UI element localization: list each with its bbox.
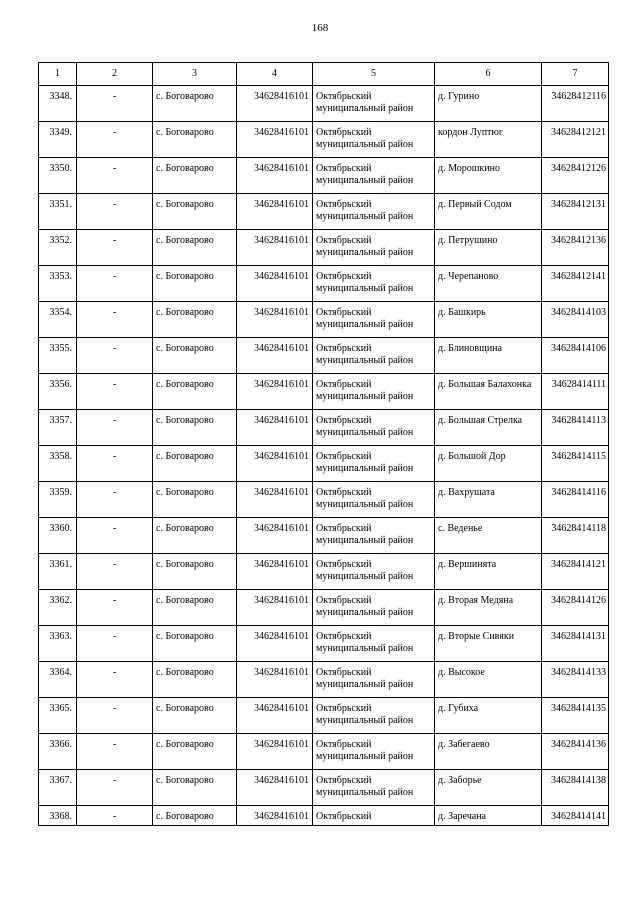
locality-code-cell: 34628414106 [542, 338, 609, 374]
settlement-code-cell: 34628416101 [237, 626, 313, 662]
settlement-cell: с. Боговарово [153, 158, 237, 194]
locality-code-cell: 34628412141 [542, 266, 609, 302]
settlement-cell: с. Боговарово [153, 734, 237, 770]
district-cell: Октябрьский муниципальный район [313, 482, 435, 518]
locality-cell: д. Морошкино [435, 158, 542, 194]
settlement-code-cell: 34628416101 [237, 266, 313, 302]
district-cell: Октябрьский муниципальный район [313, 266, 435, 302]
row-number: 3368. [39, 806, 77, 826]
district-cell: Октябрьский муниципальный район [313, 86, 435, 122]
row-number: 3348. [39, 86, 77, 122]
settlement-cell: с. Боговарово [153, 482, 237, 518]
row-number: 3364. [39, 662, 77, 698]
district-cell: Октябрьский муниципальный район [313, 230, 435, 266]
dash-cell: - [77, 122, 153, 158]
settlement-code-cell: 34628416101 [237, 482, 313, 518]
dash-cell: - [77, 338, 153, 374]
dash-cell: - [77, 554, 153, 590]
table-row [39, 86, 609, 122]
header-cell: 1 [39, 63, 77, 86]
settlement-cell: с. Боговарово [153, 122, 237, 158]
district-cell: Октябрьский муниципальный район [313, 734, 435, 770]
dash-cell: - [77, 374, 153, 410]
locality-code-cell: 34628414126 [542, 590, 609, 626]
settlement-cell: с. Боговарово [153, 266, 237, 302]
header-cell: 5 [313, 63, 435, 86]
table-row [39, 590, 609, 626]
dash-cell: - [77, 482, 153, 518]
settlement-code-cell: 34628416101 [237, 374, 313, 410]
dash-cell: - [77, 446, 153, 482]
settlement-cell: с. Боговарово [153, 194, 237, 230]
header-cell: 3 [153, 63, 237, 86]
district-cell: Октябрьский муниципальный район [313, 194, 435, 230]
table-row [39, 446, 609, 482]
settlement-cell: с. Боговарово [153, 806, 237, 826]
row-number: 3360. [39, 518, 77, 554]
locality-code-cell: 34628412131 [542, 194, 609, 230]
district-cell: Октябрьский муниципальный район [313, 554, 435, 590]
settlement-code-cell: 34628416101 [237, 662, 313, 698]
header-cell: 2 [77, 63, 153, 86]
locality-cell: д. Вторые Сивяки [435, 626, 542, 662]
table-row [39, 662, 609, 698]
district-cell: Октябрьский муниципальный район [313, 698, 435, 734]
locality-cell: д. Губиха [435, 698, 542, 734]
row-number: 3356. [39, 374, 77, 410]
settlement-cell: с. Боговарово [153, 374, 237, 410]
row-number: 3358. [39, 446, 77, 482]
district-cell: Октябрьский муниципальный район [313, 446, 435, 482]
locality-code-cell: 34628414141 [542, 806, 609, 826]
settlement-cell: с. Боговарово [153, 338, 237, 374]
settlement-cell: с. Боговарово [153, 554, 237, 590]
table-row [39, 698, 609, 734]
district-cell: Октябрьский муниципальный район [313, 122, 435, 158]
settlement-cell: с. Боговарово [153, 230, 237, 266]
settlement-code-cell: 34628416101 [237, 338, 313, 374]
header-row [39, 63, 609, 86]
district-cell: Октябрьский муниципальный район [313, 158, 435, 194]
row-number: 3365. [39, 698, 77, 734]
row-number: 3357. [39, 410, 77, 446]
locality-code-cell: 34628414121 [542, 554, 609, 590]
locality-code-cell: 34628414116 [542, 482, 609, 518]
locality-code-cell: 34628414103 [542, 302, 609, 338]
row-number: 3366. [39, 734, 77, 770]
locality-code-cell: 34628414111 [542, 374, 609, 410]
table-row [39, 230, 609, 266]
settlement-cell: с. Боговарово [153, 518, 237, 554]
settlement-code-cell: 34628416101 [237, 410, 313, 446]
locality-cell: д. Заборье [435, 770, 542, 806]
locality-cell: д. Первый Содом [435, 194, 542, 230]
locality-code-cell: 34628412126 [542, 158, 609, 194]
table-row [39, 770, 609, 806]
table-header [39, 63, 609, 86]
registry-table [38, 62, 609, 826]
dash-cell: - [77, 266, 153, 302]
locality-cell: д. Высокое [435, 662, 542, 698]
dash-cell: - [77, 770, 153, 806]
settlement-code-cell: 34628416101 [237, 554, 313, 590]
page-number: 168 [311, 22, 329, 34]
dash-cell: - [77, 410, 153, 446]
dash-cell: - [77, 734, 153, 770]
locality-cell: д. Вершинята [435, 554, 542, 590]
locality-code-cell: 34628414138 [542, 770, 609, 806]
locality-code-cell: 34628414131 [542, 626, 609, 662]
locality-cell: кордон Луптюг [435, 122, 542, 158]
dash-cell: - [77, 194, 153, 230]
settlement-code-cell: 34628416101 [237, 302, 313, 338]
table-row [39, 302, 609, 338]
settlement-cell: с. Боговарово [153, 446, 237, 482]
district-cell: Октябрьский [313, 806, 435, 826]
settlement-code-cell: 34628416101 [237, 194, 313, 230]
district-cell: Октябрьский муниципальный район [313, 518, 435, 554]
row-number: 3363. [39, 626, 77, 662]
row-number: 3352. [39, 230, 77, 266]
dash-cell: - [77, 86, 153, 122]
locality-code-cell: 34628412116 [542, 86, 609, 122]
table-row [39, 482, 609, 518]
district-cell: Октябрьский муниципальный район [313, 626, 435, 662]
header-cell: 4 [237, 63, 313, 86]
district-cell: Октябрьский муниципальный район [313, 338, 435, 374]
settlement-code-cell: 34628416101 [237, 518, 313, 554]
dash-cell: - [77, 302, 153, 338]
table-row [39, 410, 609, 446]
locality-cell: д. Вахрушата [435, 482, 542, 518]
table-row [39, 374, 609, 410]
dash-cell: - [77, 698, 153, 734]
settlement-cell: с. Боговарово [153, 626, 237, 662]
locality-cell: д. Большой Дор [435, 446, 542, 482]
locality-cell: д. Гурино [435, 86, 542, 122]
settlement-code-cell: 34628416101 [237, 770, 313, 806]
settlement-cell: с. Боговарово [153, 590, 237, 626]
header-cell: 6 [435, 63, 542, 86]
table-row [39, 266, 609, 302]
locality-cell: д. Черепаново [435, 266, 542, 302]
settlement-code-cell: 34628416101 [237, 590, 313, 626]
settlement-cell: с. Боговарово [153, 302, 237, 338]
settlement-cell: с. Боговарово [153, 770, 237, 806]
table-row [39, 554, 609, 590]
table-body [39, 86, 609, 826]
locality-cell: д. Вторая Медяна [435, 590, 542, 626]
locality-code-cell: 34628414135 [542, 698, 609, 734]
locality-cell: д. Большая Стрелка [435, 410, 542, 446]
locality-code-cell: 34628414113 [542, 410, 609, 446]
table-row [39, 122, 609, 158]
settlement-cell: с. Боговарово [153, 662, 237, 698]
locality-cell: д. Заречана [435, 806, 542, 826]
locality-cell: с. Веденье [435, 518, 542, 554]
table-row [39, 194, 609, 230]
table-row [39, 338, 609, 374]
settlement-code-cell: 34628416101 [237, 122, 313, 158]
settlement-code-cell: 34628416101 [237, 734, 313, 770]
locality-cell: д. Петрушино [435, 230, 542, 266]
row-number: 3361. [39, 554, 77, 590]
locality-cell: д. Забегаево [435, 734, 542, 770]
row-number: 3354. [39, 302, 77, 338]
row-number: 3362. [39, 590, 77, 626]
locality-code-cell: 34628414136 [542, 734, 609, 770]
row-number: 3353. [39, 266, 77, 302]
dash-cell: - [77, 662, 153, 698]
row-number: 3359. [39, 482, 77, 518]
district-cell: Октябрьский муниципальный район [313, 410, 435, 446]
table-row [39, 806, 609, 826]
district-cell: Октябрьский муниципальный район [313, 662, 435, 698]
settlement-code-cell: 34628416101 [237, 806, 313, 826]
settlement-code-cell: 34628416101 [237, 698, 313, 734]
row-number: 3367. [39, 770, 77, 806]
dash-cell: - [77, 806, 153, 826]
settlement-code-cell: 34628416101 [237, 86, 313, 122]
locality-code-cell: 34628414133 [542, 662, 609, 698]
settlement-code-cell: 34628416101 [237, 230, 313, 266]
locality-code-cell: 34628414115 [542, 446, 609, 482]
locality-code-cell: 34628412136 [542, 230, 609, 266]
row-number: 3355. [39, 338, 77, 374]
dash-cell: - [77, 230, 153, 266]
district-cell: Октябрьский муниципальный район [313, 302, 435, 338]
row-number: 3350. [39, 158, 77, 194]
settlement-code-cell: 34628416101 [237, 446, 313, 482]
locality-code-cell: 34628414118 [542, 518, 609, 554]
locality-cell: д. Большая Балахонка [435, 374, 542, 410]
row-number: 3351. [39, 194, 77, 230]
settlement-cell: с. Боговарово [153, 698, 237, 734]
table-row [39, 626, 609, 662]
locality-cell: д. Блиновщина [435, 338, 542, 374]
locality-code-cell: 34628412121 [542, 122, 609, 158]
table-row [39, 734, 609, 770]
table-row [39, 158, 609, 194]
dash-cell: - [77, 626, 153, 662]
dash-cell: - [77, 590, 153, 626]
settlement-cell: с. Боговарово [153, 86, 237, 122]
district-cell: Октябрьский муниципальный район [313, 374, 435, 410]
dash-cell: - [77, 518, 153, 554]
settlement-code-cell: 34628416101 [237, 158, 313, 194]
table-row [39, 518, 609, 554]
locality-cell: д. Башкирь [435, 302, 542, 338]
header-cell: 7 [542, 63, 609, 86]
district-cell: Октябрьский муниципальный район [313, 770, 435, 806]
dash-cell: - [77, 158, 153, 194]
settlement-cell: с. Боговарово [153, 410, 237, 446]
district-cell: Октябрьский муниципальный район [313, 590, 435, 626]
row-number: 3349. [39, 122, 77, 158]
